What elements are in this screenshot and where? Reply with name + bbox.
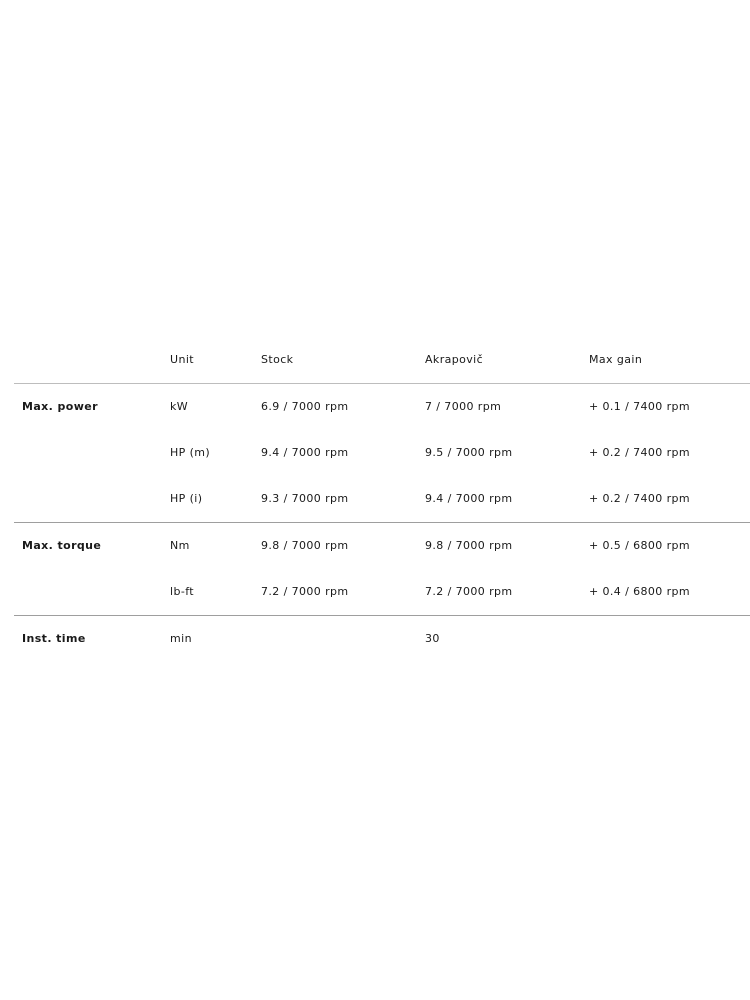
stock-cell: 9.4 / 7000 rpm (261, 446, 349, 459)
akrapovic-cell: 7.2 / 7000 rpm (425, 585, 513, 598)
table-header (14, 337, 750, 384)
gain-cell: + 0.5 / 6800 rpm (589, 539, 691, 552)
table-row (14, 523, 750, 569)
akrapovic-cell: 9.5 / 7000 rpm (425, 446, 513, 459)
akrapovic-cell: 9.8 / 7000 rpm (425, 539, 513, 552)
stock-cell: 7.2 / 7000 rpm (261, 585, 349, 598)
akrapovic-cell: 9.4 / 7000 rpm (425, 492, 513, 505)
unit-cell: Nm (170, 539, 190, 552)
unit-cell: HP (m) (170, 446, 211, 459)
unit-cell: lb-ft (170, 585, 194, 598)
stock-cell: 6.9 / 7000 rpm (261, 400, 349, 413)
unit-cell: HP (i) (170, 492, 203, 505)
table-row (14, 384, 750, 430)
header-stock: Stock (261, 353, 294, 366)
group-max-torque (14, 523, 750, 616)
performance-table (14, 337, 750, 662)
gain-cell: + 0.4 / 6800 rpm (589, 585, 691, 598)
table-row (14, 569, 750, 615)
row-label: Max. power (22, 400, 98, 413)
group-max-power (14, 384, 750, 523)
stock-cell: 9.8 / 7000 rpm (261, 539, 349, 552)
table-row (14, 430, 750, 476)
gain-cell: + 0.2 / 7400 rpm (589, 492, 691, 505)
row-label: Inst. time (22, 632, 86, 645)
group-inst-time (14, 616, 750, 662)
header-akrapovic: Akrapovič (425, 353, 484, 366)
akrapovic-cell: 7 / 7000 rpm (425, 400, 502, 413)
gain-cell: + 0.1 / 7400 rpm (589, 400, 691, 413)
header-unit: Unit (170, 353, 194, 366)
gain-cell: + 0.2 / 7400 rpm (589, 446, 691, 459)
table-row (14, 616, 750, 662)
unit-cell: kW (170, 400, 189, 413)
unit-cell: min (170, 632, 192, 645)
akrapovic-cell: 30 (425, 632, 440, 645)
stock-cell: 9.3 / 7000 rpm (261, 492, 349, 505)
table-row (14, 476, 750, 522)
row-label: Max. torque (22, 539, 102, 552)
header-max-gain: Max gain (589, 353, 643, 366)
